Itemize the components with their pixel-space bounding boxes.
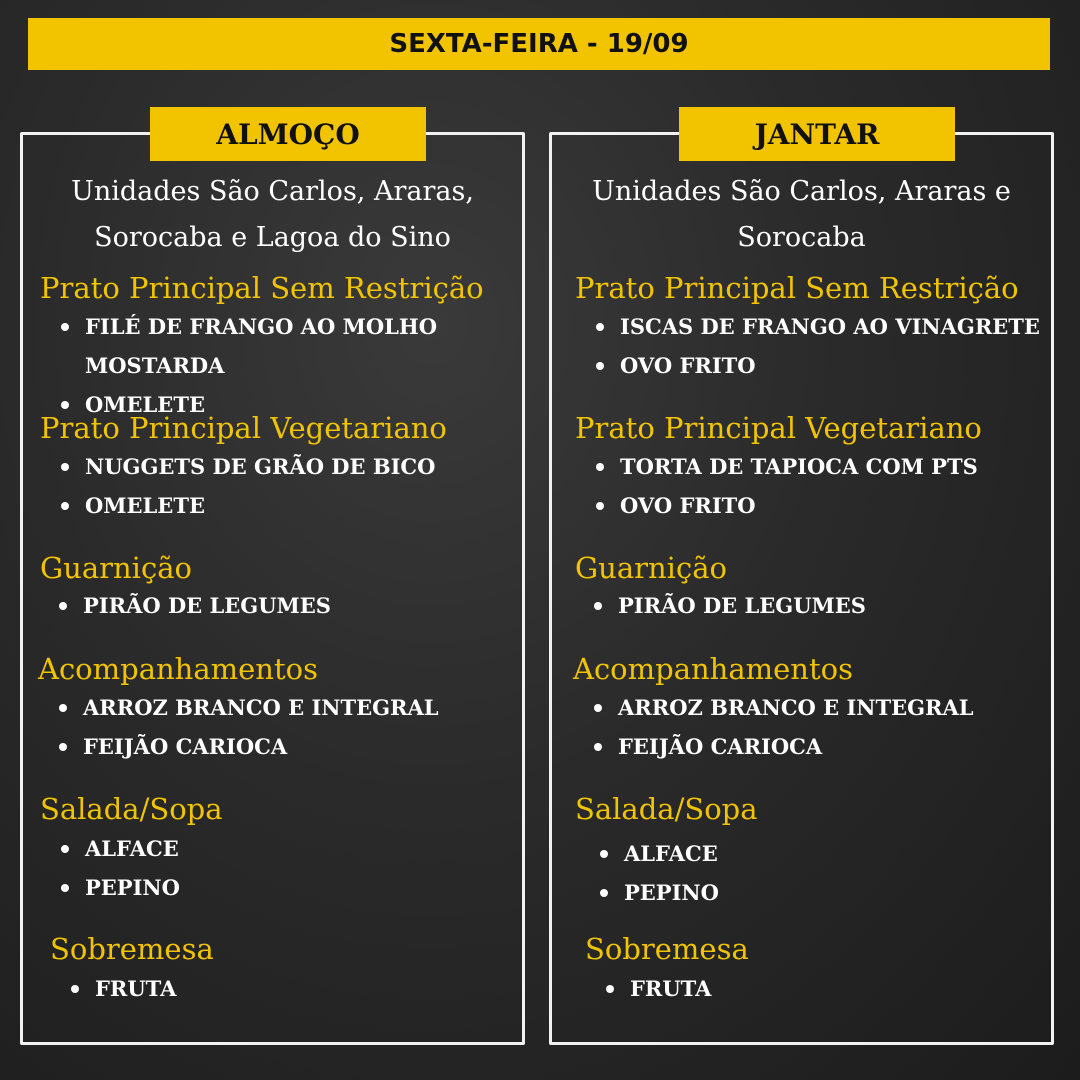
dinner-dessert-title: Sobremesa bbox=[585, 932, 749, 966]
lunch-units-line1: Unidades São Carlos, Araras, bbox=[71, 176, 474, 207]
list-item: NUGGETS DE GRÃO DE BICO bbox=[61, 447, 435, 486]
list-item: OVO FRITO bbox=[596, 486, 978, 525]
lunch-veg-title: Prato Principal Vegetariano bbox=[40, 411, 447, 445]
lunch-side-title: Guarnição bbox=[40, 551, 192, 585]
list-item: FEIJÃO CARIOCA bbox=[594, 727, 974, 766]
lunch-main-title: Prato Principal Sem Restrição bbox=[40, 271, 484, 305]
dinner-accomp-list bbox=[594, 688, 974, 766]
list-item: OMELETE bbox=[61, 385, 437, 424]
dinner-accomp-title: Acompanhamentos bbox=[573, 652, 853, 686]
list-item: OMELETE bbox=[61, 486, 435, 525]
dinner-main-list bbox=[596, 307, 1040, 385]
list-item: FILÉ DE FRANGO AO MOLHO bbox=[61, 307, 437, 346]
lunch-units bbox=[23, 169, 522, 261]
date-banner bbox=[28, 18, 1050, 70]
dinner-tab: JANTAR bbox=[679, 107, 955, 161]
dinner-main-title: Prato Principal Sem Restrição bbox=[575, 271, 1019, 305]
lunch-accomp-title: Acompanhamentos bbox=[38, 652, 318, 686]
lunch-main-list bbox=[61, 307, 437, 424]
list-item: OVO FRITO bbox=[596, 346, 1040, 385]
lunch-panel bbox=[20, 117, 525, 1045]
dinner-side-list bbox=[594, 586, 866, 625]
list-item: TORTA DE TAPIOCA COM PTS bbox=[596, 447, 978, 486]
lunch-salad-list bbox=[61, 829, 180, 907]
dinner-salad-title: Salada/Sopa bbox=[575, 792, 758, 826]
dinner-panel bbox=[549, 117, 1054, 1045]
list-item: MOSTARDA bbox=[85, 353, 225, 378]
list-item: ALFACE bbox=[61, 829, 180, 868]
dinner-veg-list bbox=[596, 447, 978, 525]
dinner-side-title: Guarnição bbox=[575, 551, 727, 585]
lunch-units-line2: Sorocaba e Lagoa do Sino bbox=[94, 222, 451, 253]
list-item: PIRÃO DE LEGUMES bbox=[59, 586, 331, 625]
dinner-units bbox=[552, 169, 1051, 261]
date-title: SEXTA-FEIRA - 19/09 bbox=[389, 29, 689, 59]
list-item: ISCAS DE FRANGO AO VINAGRETE bbox=[596, 307, 1040, 346]
dinner-units-line1: Unidades São Carlos, Araras e bbox=[592, 176, 1011, 207]
lunch-veg-list bbox=[61, 447, 435, 525]
lunch-accomp-list bbox=[59, 688, 439, 766]
list-item: ALFACE bbox=[600, 834, 719, 873]
lunch-side-list bbox=[59, 586, 331, 625]
list-item: FRUTA bbox=[606, 969, 711, 1008]
lunch-dessert-list bbox=[71, 969, 176, 1008]
list-item: PEPINO bbox=[61, 868, 180, 907]
lunch-tab: ALMOÇO bbox=[150, 107, 426, 161]
dinner-dessert-list bbox=[606, 969, 711, 1008]
lunch-dessert-title: Sobremesa bbox=[50, 932, 214, 966]
dinner-veg-title: Prato Principal Vegetariano bbox=[575, 411, 982, 445]
lunch-salad-title: Salada/Sopa bbox=[40, 792, 223, 826]
list-item: PIRÃO DE LEGUMES bbox=[594, 586, 866, 625]
list-item: FEIJÃO CARIOCA bbox=[59, 727, 439, 766]
dinner-salad-list bbox=[600, 834, 719, 912]
list-item: ARROZ BRANCO E INTEGRAL bbox=[59, 688, 439, 727]
dinner-units-line2: Sorocaba bbox=[737, 222, 866, 253]
list-item: PEPINO bbox=[600, 873, 719, 912]
list-item: FRUTA bbox=[71, 969, 176, 1008]
list-item: ARROZ BRANCO E INTEGRAL bbox=[594, 688, 974, 727]
